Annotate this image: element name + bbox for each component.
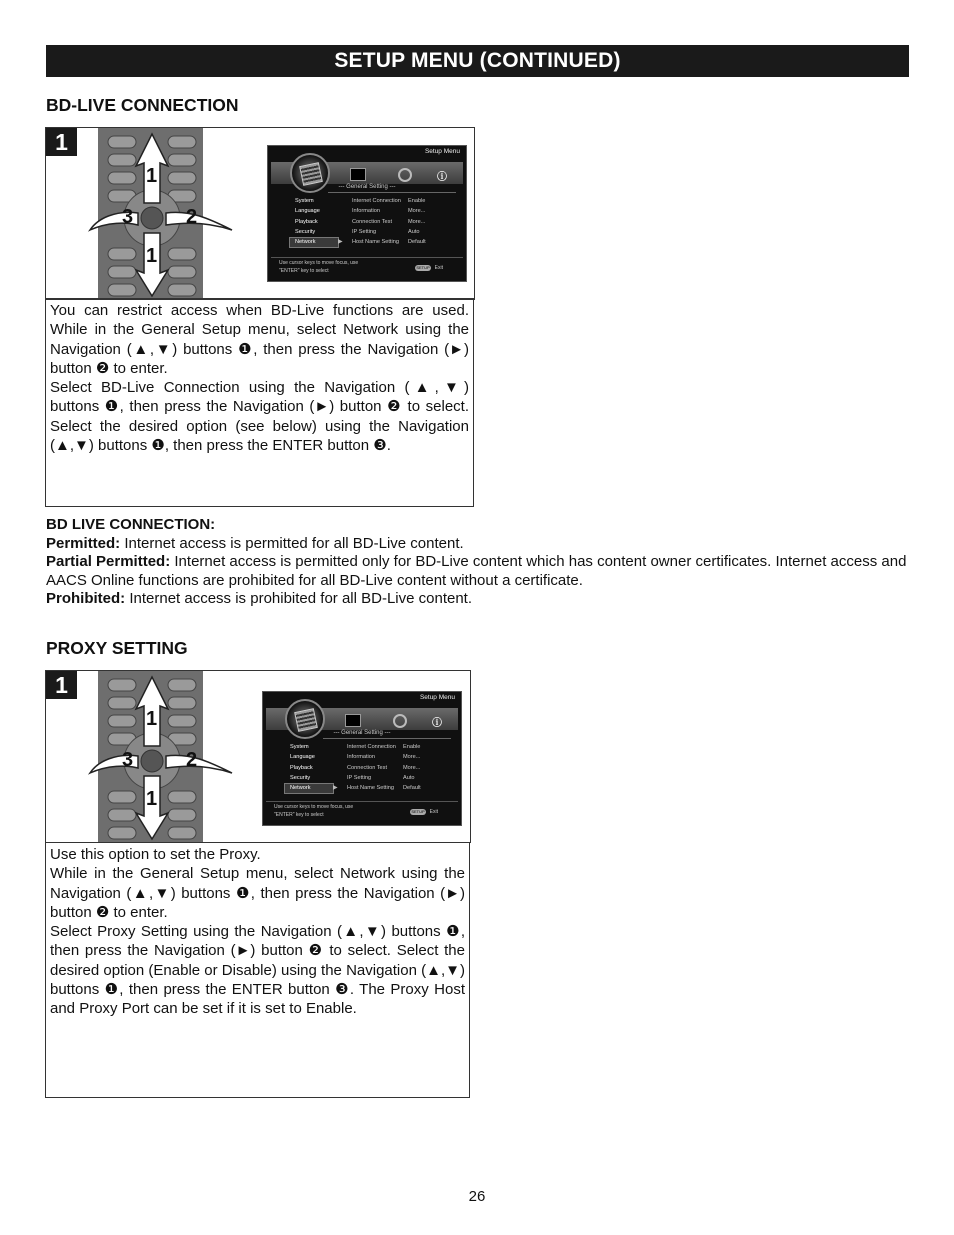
section-heading-proxy: PROXY SETTING bbox=[46, 638, 188, 658]
callout-2-right: 2 bbox=[186, 206, 198, 228]
menu-category: Language bbox=[290, 754, 315, 761]
definition-term: Partial Permitted: bbox=[46, 553, 171, 570]
bd-live-definitions bbox=[46, 516, 912, 609]
callout-1-up: 1 bbox=[146, 165, 158, 187]
setup-menu-screen bbox=[267, 145, 467, 282]
disc-icon bbox=[398, 168, 412, 182]
menu-value: Default bbox=[403, 785, 421, 792]
menu-hint: Use cursor keys to move focus, use "ENTER" key to select bbox=[279, 260, 359, 274]
disc-icon bbox=[393, 714, 407, 728]
figure-box-bd-live bbox=[45, 127, 475, 300]
exit-label: Exit bbox=[429, 809, 438, 815]
menu-row-selected bbox=[295, 239, 475, 249]
definition-text: Internet access is prohibited for all BD-Live content. bbox=[125, 590, 473, 607]
menu-row bbox=[295, 198, 475, 208]
right-arrow-icon: ▶ bbox=[333, 785, 338, 792]
menu-value: Enable bbox=[403, 744, 421, 750]
menu-option: IP Setting bbox=[347, 774, 372, 781]
instructions-box-proxy bbox=[45, 842, 470, 1098]
menu-subtitle: --- General Setting --- bbox=[333, 730, 391, 736]
menu-option: Host Name Setting bbox=[347, 785, 394, 792]
callout-1-up: 1 bbox=[146, 708, 158, 730]
menu-option: Information bbox=[347, 754, 375, 761]
menu-footer bbox=[266, 801, 458, 822]
definition-text: Internet access is permitted only for BD-Live content which has content owner certificates. Internet access and AACS Online functions are prohibited for all BD-Live content without a certificate. bbox=[46, 553, 907, 589]
menu-hint: Use cursor keys to move focus, use "ENTER" key to select bbox=[274, 804, 354, 818]
menu-title: Setup Menu bbox=[419, 694, 455, 701]
menu-option: Information bbox=[352, 208, 380, 215]
menu-category: Security bbox=[295, 228, 316, 235]
right-arrow-icon: ▶ bbox=[338, 239, 343, 246]
definition-item bbox=[46, 590, 912, 609]
menu-category: Language bbox=[295, 208, 320, 215]
menu-title: Setup Menu bbox=[424, 148, 460, 155]
menu-rows bbox=[290, 744, 470, 795]
menu-row bbox=[290, 765, 470, 775]
menu-option: Host Name Setting bbox=[352, 239, 399, 246]
definition-text: Internet access is permitted for all BD-Live content. bbox=[120, 534, 464, 552]
instruction-paragraph: Use this option to set the Proxy. bbox=[50, 846, 261, 863]
info-icon: ⓘ bbox=[437, 172, 447, 183]
menu-category: Network bbox=[295, 239, 316, 246]
figure-box-proxy bbox=[45, 670, 471, 843]
menu-subtitle: --- General Setting --- bbox=[338, 184, 396, 190]
menu-rows bbox=[295, 198, 475, 249]
page-banner-title: SETUP MENU (CONTINUED) bbox=[46, 45, 909, 77]
callout-3-enter: 3 bbox=[122, 749, 134, 771]
definitions-heading: BD LIVE CONNECTION: bbox=[46, 516, 216, 533]
remote-control-illustration bbox=[86, 671, 276, 842]
step-number-badge: 1 bbox=[46, 671, 77, 699]
menu-option: Connection Test bbox=[352, 218, 393, 225]
definition-term: Prohibited: bbox=[46, 590, 126, 607]
menu-category: Network bbox=[290, 785, 311, 792]
setup-menu-screen bbox=[262, 691, 462, 826]
callout-3-enter: 3 bbox=[122, 206, 134, 228]
menu-option: IP Setting bbox=[352, 228, 377, 235]
instruction-paragraph: You can restrict access when BD-Live functions are used. While in the General Setup menu, select Network using the Navigation (▲,▼) buttons ❶, then press the Navigation (►) button ❷ to enter. bbox=[50, 302, 469, 377]
menu-value: More... bbox=[403, 764, 421, 771]
menu-category: Playback bbox=[290, 764, 313, 771]
menu-category: System bbox=[295, 198, 314, 204]
menu-category: System bbox=[290, 744, 309, 750]
menu-value: Auto bbox=[403, 774, 415, 781]
step-number-badge: 1 bbox=[46, 128, 77, 156]
menu-value: More... bbox=[403, 754, 421, 761]
menu-value: More... bbox=[408, 208, 426, 215]
instruction-paragraph: Select BD-Live Connection using the Navigation (▲,▼) buttons ❶, then press the Navigation (►) button ❷ to select. Select the desired option (see below) using the Navigation (▲,▼) buttons ❶, then press the ENTER button ❸. bbox=[50, 379, 469, 455]
menu-row-selected bbox=[290, 785, 470, 795]
menu-option: Connection Test bbox=[347, 764, 388, 771]
menu-option: Internet Connection bbox=[347, 744, 396, 750]
remote-control-illustration bbox=[86, 128, 276, 299]
menu-value: Default bbox=[408, 239, 426, 246]
callout-1-down: 1 bbox=[146, 788, 158, 810]
menu-row bbox=[295, 208, 475, 218]
tv-icon bbox=[350, 168, 366, 181]
menu-option: Internet Connection bbox=[352, 198, 401, 204]
definition-item bbox=[46, 535, 912, 554]
instruction-paragraph: Select Proxy Setting using the Navigation (▲,▼) buttons ❶, then press the Navigation (►) button ❷ to select. Select the desired option (Enable or Disable) using the Navigation (▲,▼) buttons ❶, then press the ENTER button ❸. The Proxy Host and Proxy Port can be set if it is set to Enable. bbox=[50, 923, 465, 1018]
callout-2-right: 2 bbox=[186, 749, 198, 771]
callout-1-down: 1 bbox=[146, 245, 158, 267]
tv-icon bbox=[345, 714, 361, 727]
menu-footer bbox=[271, 257, 463, 278]
setup-button-icon: SETUP bbox=[416, 265, 430, 270]
page-number: 26 bbox=[468, 1188, 486, 1205]
menu-row bbox=[295, 219, 475, 229]
exit-label: Exit bbox=[434, 265, 443, 271]
menu-value: More... bbox=[408, 218, 426, 225]
instruction-paragraph: While in the General Setup menu, select Network using the Navigation (▲,▼) buttons ❶, then press the Navigation (►) button ❷ to enter. bbox=[50, 865, 465, 921]
menu-category: Security bbox=[290, 774, 311, 781]
info-icon: ⓘ bbox=[432, 718, 442, 729]
menu-row bbox=[290, 754, 470, 764]
menu-row bbox=[290, 744, 470, 754]
menu-value: Enable bbox=[408, 198, 426, 204]
definition-term: Permitted: bbox=[46, 534, 121, 552]
menu-category: Playback bbox=[295, 218, 318, 225]
menu-value: Auto bbox=[408, 228, 420, 235]
instructions-box-bd-live bbox=[45, 298, 474, 507]
definition-item bbox=[46, 553, 912, 590]
section-heading-bd-live: BD-LIVE CONNECTION bbox=[46, 95, 239, 115]
setup-button-icon: SETUP bbox=[411, 809, 425, 814]
